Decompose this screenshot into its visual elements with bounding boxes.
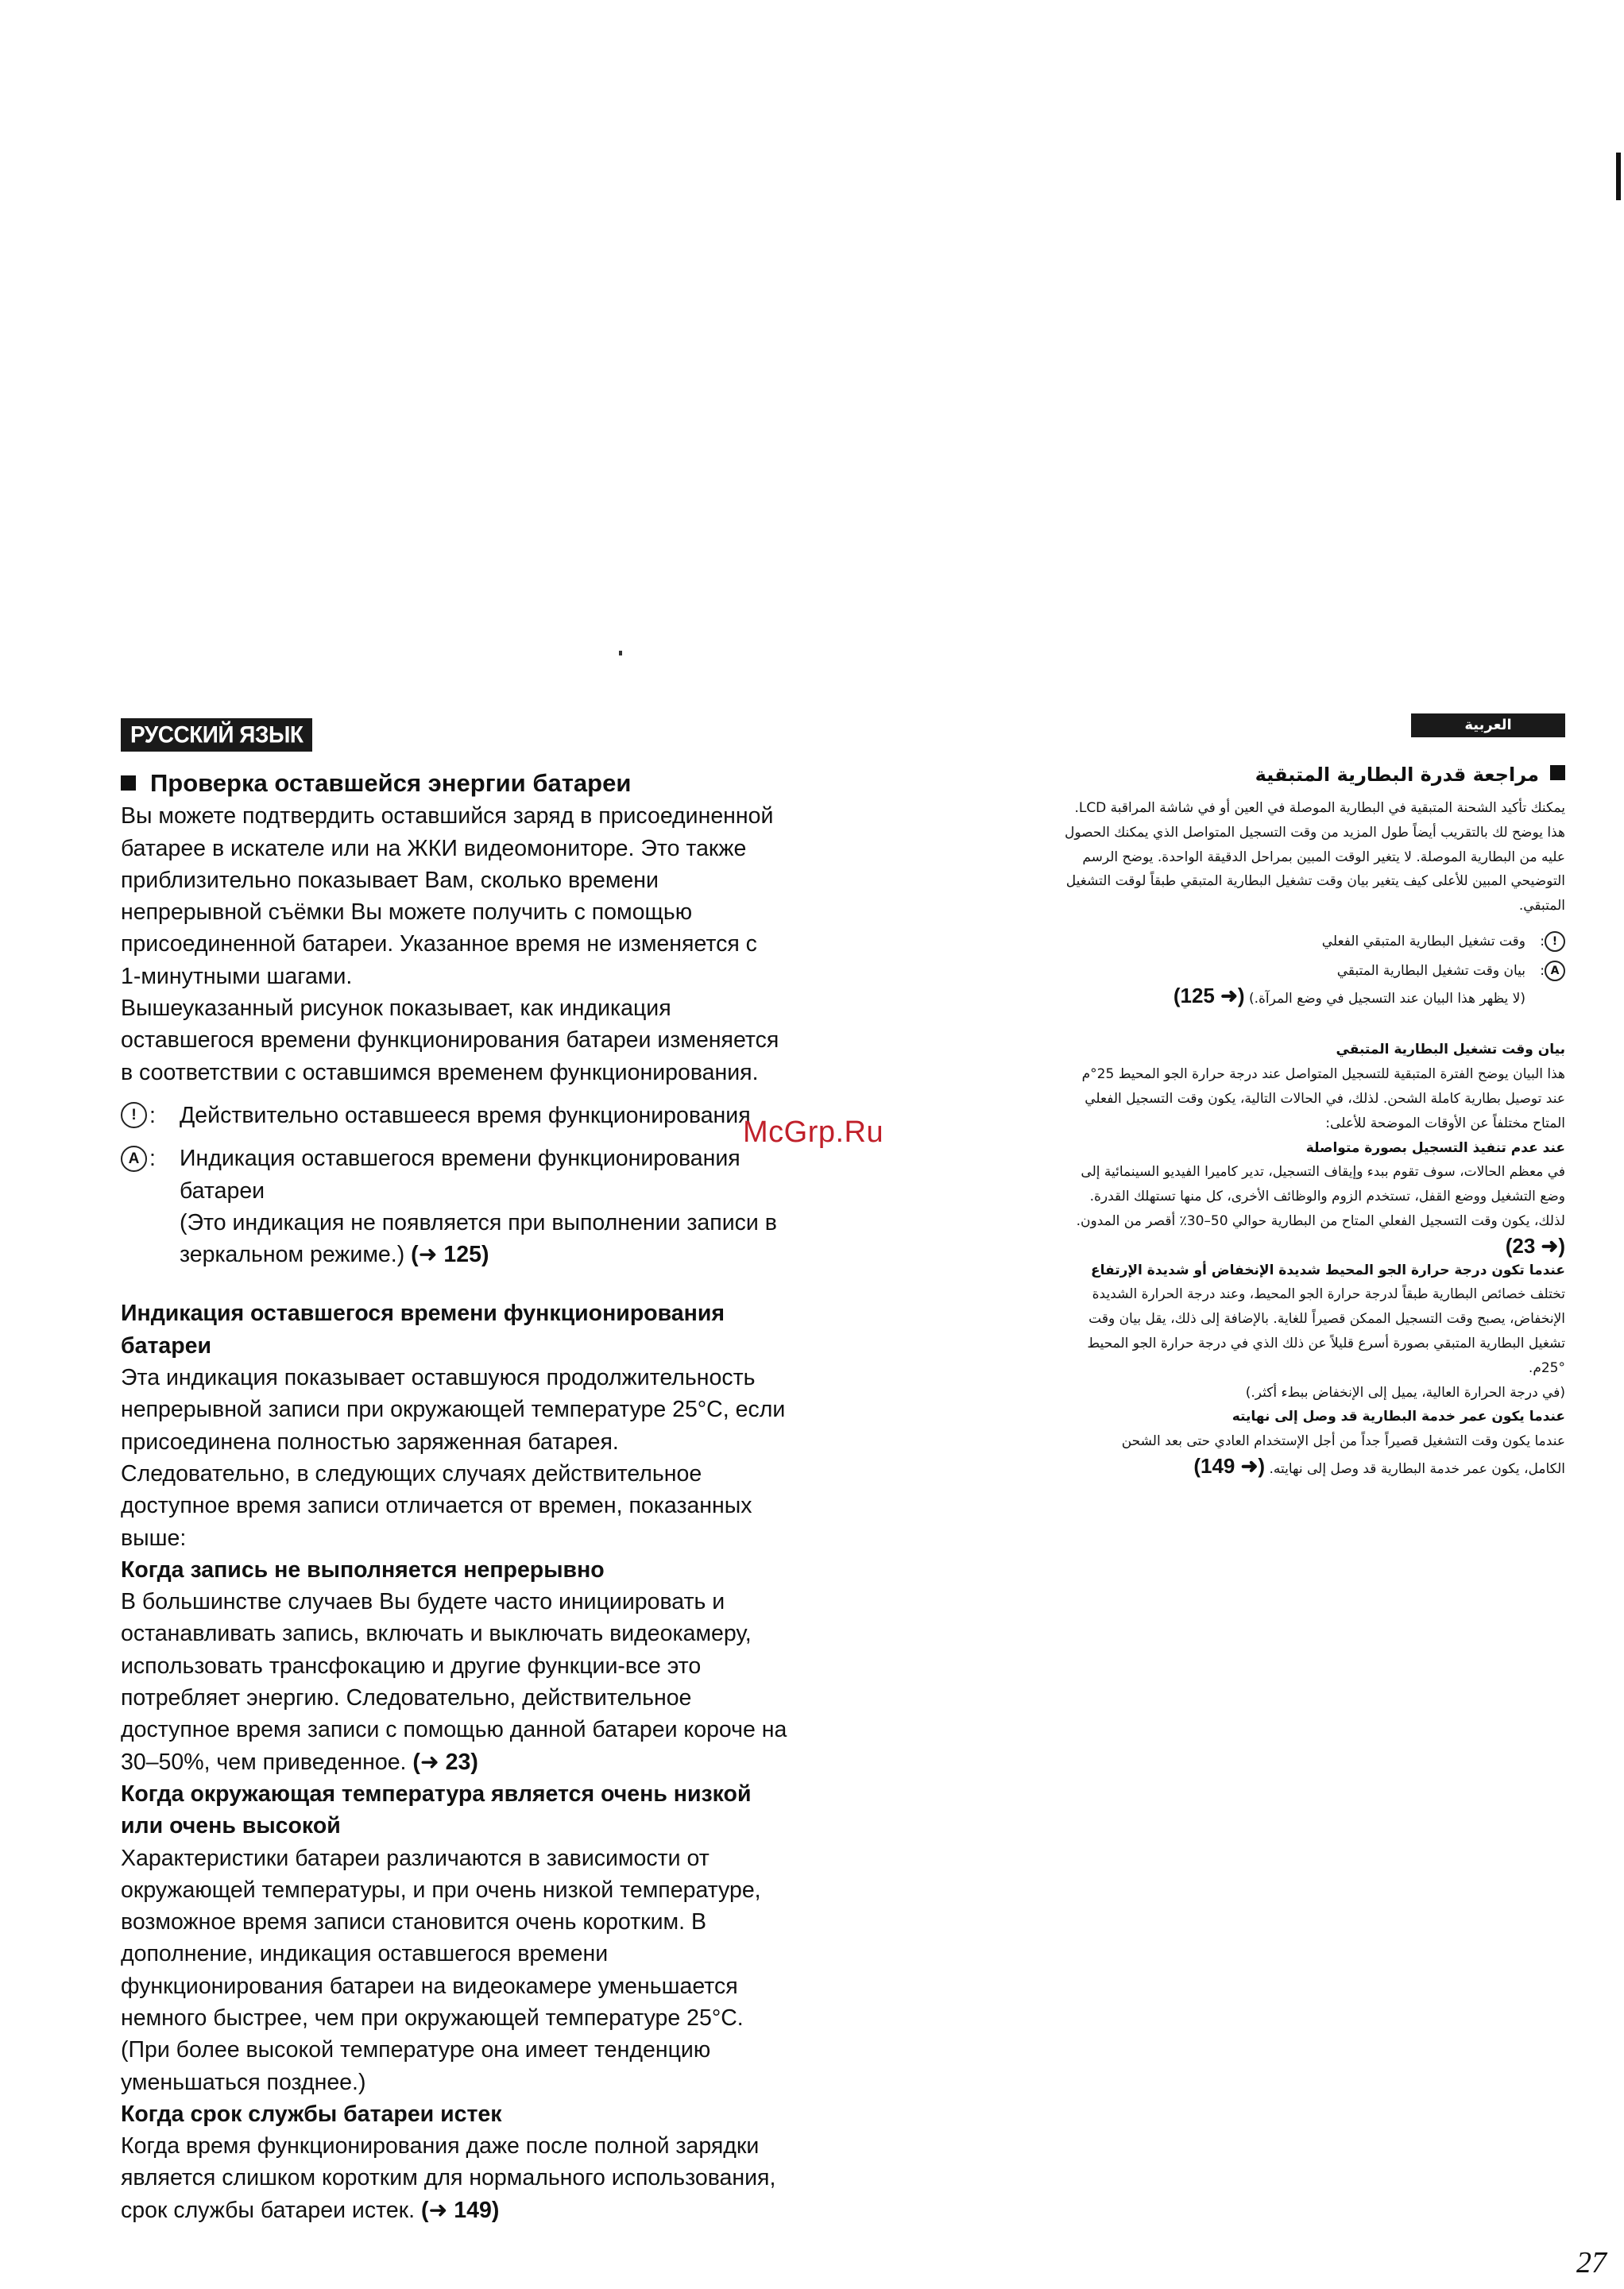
bullet-square-icon <box>121 775 136 791</box>
exclamation-circle-icon: ! <box>1545 931 1565 952</box>
language-badge-arabic: العربية <box>1411 713 1565 737</box>
subsection-title: Индикация оставшегося времени функционирования <box>121 1301 725 1327</box>
subsection-title: Когда срок службы батареи истек <box>121 2101 502 2127</box>
page-reference: (➜ 125) <box>411 1242 489 1268</box>
subsection-title: بيان وقت تشغيل البطارية المتبقي <box>1336 1042 1565 1058</box>
page-edge-tab <box>1616 153 1621 200</box>
subsection-title: عند عدم تنفيذ التسجيل بصورة متواصلة <box>1305 1139 1565 1156</box>
section-heading-russian: Проверка оставшейся энергии батареи <box>121 767 884 800</box>
watermark: McGrp.Ru <box>743 1116 884 1149</box>
exclamation-circle-icon: ! <box>121 1102 147 1128</box>
intro-paragraph: Вы можете подтвердить оставшийся заряд в присоединенной батарее в искателе или на ЖКИ видеомониторе. Это также приблизительно показывает Вам, сколько времени непрерывной съёмки Вы можете получить с помощью присоединенной батареи. Указанное время не изменяется с 1-минутными шагами. Вышеуказанный рисунок показывает, как индикация оставшегося времени функционирования батареи изменяется в соответствии с оставшимся временем функционирования. <box>121 803 779 1085</box>
page-reference: (➜ 23) <box>412 1749 478 1775</box>
page-reference: (➜ 23) <box>1505 1233 1565 1258</box>
subsection-title: عندما يكون عمر خدمة البطارية قد وصل إلى نهايته <box>1232 1409 1565 1425</box>
legend-item-indicator: A : Индикация оставшегося времени функционирования батареи (Это индикация не появляется при выполнении записи в зеркальном режиме.) (➜ 125) <box>121 1143 884 1270</box>
subsection-title: عندما تكون درجة حرارة الجو المحيط شديدة الإنخفاض أو شديدة الإرتفاع <box>1090 1262 1565 1278</box>
russian-column <box>121 719 884 2226</box>
legend-item-indicator-arabic: A : بيان وقت تشغيل البطارية المتبقي <box>961 959 1565 984</box>
bullet-square-icon <box>1550 765 1565 780</box>
legend-item-actual-time-arabic: ! : وقت تشغيل البطارية المتبقي الفعلي <box>961 930 1565 954</box>
arabic-column: يمكنك تأكيد الشحنة المتبقية في البطارية الموصلة في العين أو في شاشة المراقبة LCD. هذا يوضح لك بالتقريب أيضاً طول المزيد من وقت التسجيل المتواصل الذي يمكنك الحصول عليه من البطارية الموصلة. لا يتغير الوقت المبين بمراحل الدقيقة الواحدة. يوضح الرسم التوضيحي المبين للأعلى كيف يتغير بيان وقت تشغيل البطارية المتبقي طبقاً لوقت التشغيل المتبقي. ! : وقت تشغيل البطارية المتبقي الفعلي A : بيان وقت تشغيل البطارية المتبقي (لا يظهر هذا البيان عند التسجيل في وضع المرآة.) (➜ 125) بيان وقت تشغيل البطارية المتبقي هذا البيان يوضح الفترة المتبقية للتسجيل المتواصل عند درجة حرارة الجو المحيط 25°م عند توصيل بطارية كاملة الشحن. لذلك، في الحالات التالية، يكون وقت التسجيل الفعلي المتاح مختلفاً عن الأوقات الموضحة للأعلى: عند عدم تنفيذ التسجيل بصورة متواصلة في معظم الحالات، سوف تقوم ببدء وإيقاف التسجيل، تدير كاميرا الفيديو السينمائية إلى وضع التشغيل ووضع القفل، تستخدم الزوم والوظائف الأخرى، كل منها تستهلك القدرة. لذلك، يكون وقت التسجيل الفعلي المتاح من البطارية حوالي 50–30٪ أقصر من المدون. (➜ 23) عندما تكون درجة حرارة الجو المحيط شديدة الإنخفاض أو شديدة الإرتفاع تختلف خصائص البطارية طبقاً لدرجة حرارة الجو المحيط، وعند درجة الحرارة الشديدة الإنخفاض، يصبح وقت التسجيل الممكن قصيراً للغاية. بالإضافة إلى ذلك، يقل بيان وقت تشغيل البطارية المتبقي بصورة أسرع قليلاً عن ذلك الذي في درجة حرارة الجو المحيط 25°م. (في درجة الحرارة العالية، يميل إلى الإنخفاض ببطء أكثر.) عندما يكون عمر خدمة البطارية قد وصل إلى نهايته عندما يكون وقت التشغيل قصيراً جداً من أجل الإستخدام العادي حتى بعد الشحن الكامل، يكون عمر خدمة البطارية قد وصل إلى نهايته. (➜ 149) <box>961 796 1565 1482</box>
indicator-section: Индикация оставшегося времени функционирования батареи Эта индикация показывает оставшуюся продолжительность непрерывной записи при окружающей температуре 25°C, если присоединена полностью заряженная батарея. Следовательно, в следующих случаях действительное доступное время записи отличается от времен, показанных выше: Когда запись не выполняется непрерывно В большинстве случаев Вы будете часто инициировать и останавливать запись, включать и выключать видеокамеру, использовать трансфокацию и другие функции-все это потребляет энергию. Следовательно, действительное доступное время записи с помощью данной батареи короче на 30–50%, чем приведенное. (➜ 23) Когда окружающая температура является очень низкой или очень высокой Характеристики батареи различаются в зависимости от окружающей температуры, и при очень низкой температуре, возможное время записи становится очень коротким. В дополнение, индикация оставшегося времени функционирования батареи на видеокамере уменьшается немного быстрее, чем при окружающей температуре 25°C. (При более высокой температуре она имеет тенденцию уменьшаться позднее.) Когда срок службы батареи истек Когда время функционирования даже после полной зарядки является слишком коротким для нормального использования, срок службы батареи истек. (➜ 149) <box>121 1297 884 2226</box>
page-reference: (➜ 149) <box>420 2197 500 2223</box>
language-badge-russian: РУССКИЙ ЯЗЫК <box>121 718 312 752</box>
letter-a-circle-icon: A <box>1545 961 1565 981</box>
page-reference: (➜ 125) <box>1173 983 1245 1007</box>
page-number: 27 <box>1576 2246 1607 2279</box>
page-reference: (➜ 149) <box>1193 1453 1266 1478</box>
legend-item-actual-time: ! : Действительно оставшееся время функционирования <box>121 1100 884 1131</box>
scan-speck <box>619 651 622 655</box>
section-heading-arabic: مراجعة قدرة البطارية المتبقية <box>961 759 1565 791</box>
subsection-title: Когда запись не выполняется непрерывно <box>121 1556 605 1583</box>
subsection-title: Когда окружающая температура является очень низкой <box>121 1781 752 1807</box>
letter-a-circle-icon: A <box>121 1146 147 1172</box>
